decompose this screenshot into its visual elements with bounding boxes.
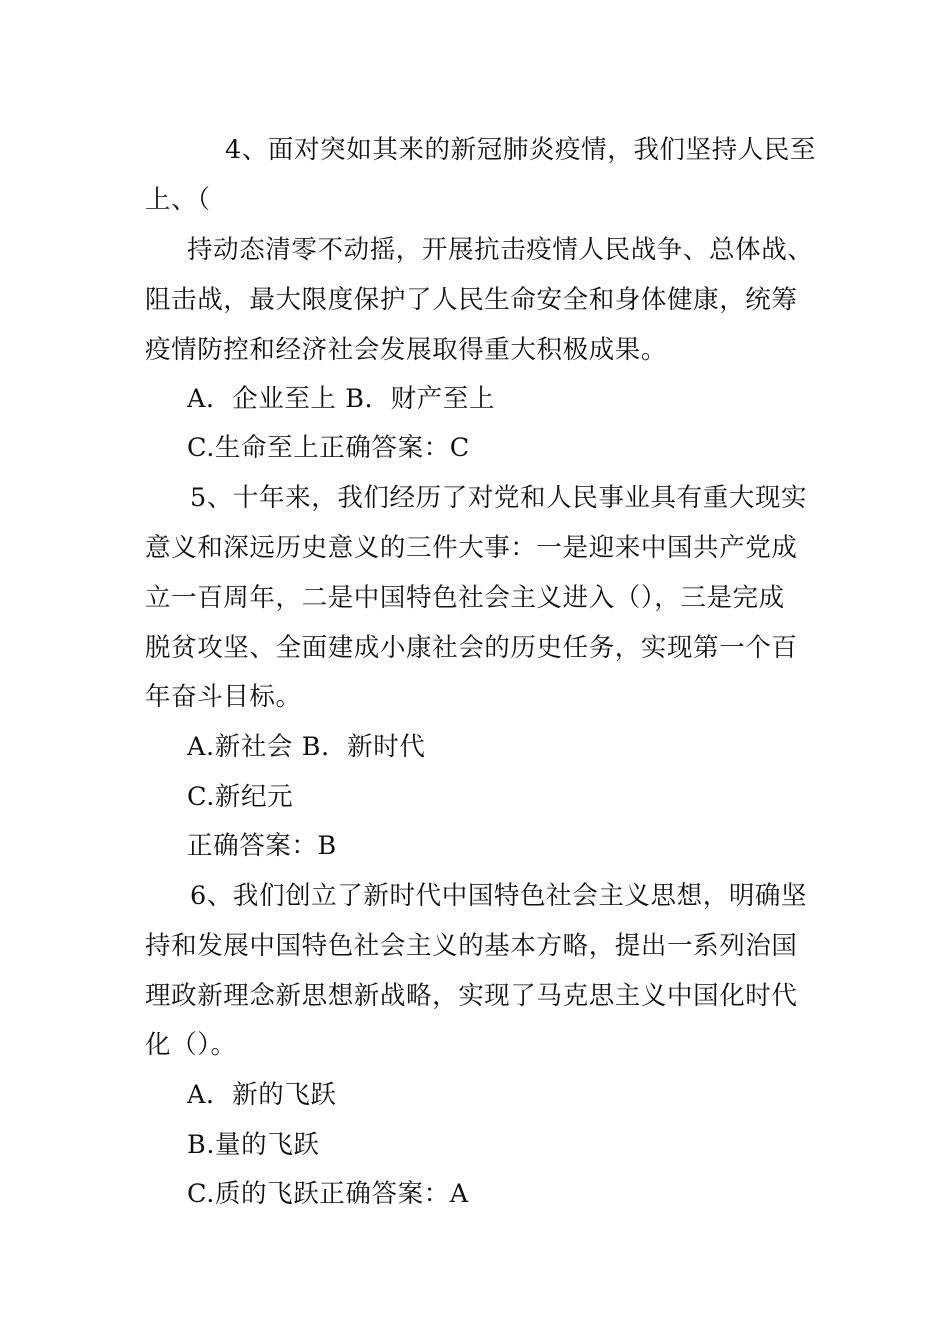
- q5-option-c: C.新纪元: [187, 782, 294, 812]
- q4-options-ab: A．企业至上 B．财产至上: [187, 384, 496, 414]
- q6-line-1: 6、我们创立了新时代中国特色社会主义思想，明确坚: [190, 881, 808, 911]
- q4-line-2: 上、（: [145, 185, 211, 215]
- q5-line-4: 脱贫攻坚、全面建成小康社会的历史任务，实现第一个百: [145, 633, 798, 663]
- q5-line-3: 立一百周年，二是中国特色社会主义进入（），三是完成: [145, 583, 785, 613]
- q4-line-3: 持动态清零不动摇，开展抗击疫情人民战争、总体战、: [187, 235, 814, 265]
- q6-option-a: A．新的飞跃: [187, 1080, 337, 1110]
- q5-line-1: 5、十年来，我们经历了对党和人民事业具有重大现实: [190, 483, 808, 513]
- q6-line-3: 理政新理念新思想新战略，实现了马克思主义中国化时代: [145, 981, 798, 1011]
- q5-answer: 正确答案：B: [187, 831, 337, 861]
- q6-line-4: 化（）。: [145, 1030, 237, 1060]
- q6-option-c-answer: C.质的飞跃正确答案：A: [187, 1179, 469, 1209]
- q4-line-5: 疫情防控和经济社会发展取得重大积极成果。: [145, 335, 668, 365]
- q5-options-ab: A.新社会 B．新时代: [187, 732, 426, 762]
- q5-line-2: 意义和深远历史意义的三件大事：一是迎来中国共产党成: [145, 533, 798, 563]
- q6-option-b: B.量的飞跃: [187, 1130, 320, 1160]
- q6-line-2: 持和发展中国特色社会主义的基本方略，提出一系列治国: [145, 931, 798, 961]
- q4-line-1: 4、面对突如其来的新冠肺炎疫情，我们坚持人民至: [225, 135, 817, 165]
- q4-option-c-answer: C.生命至上正确答案：C: [187, 433, 470, 463]
- q5-line-5: 年奋斗目标。: [145, 682, 302, 712]
- q4-line-4: 阻击战，最大限度保护了人民生命安全和身体健康，统筹: [145, 285, 798, 315]
